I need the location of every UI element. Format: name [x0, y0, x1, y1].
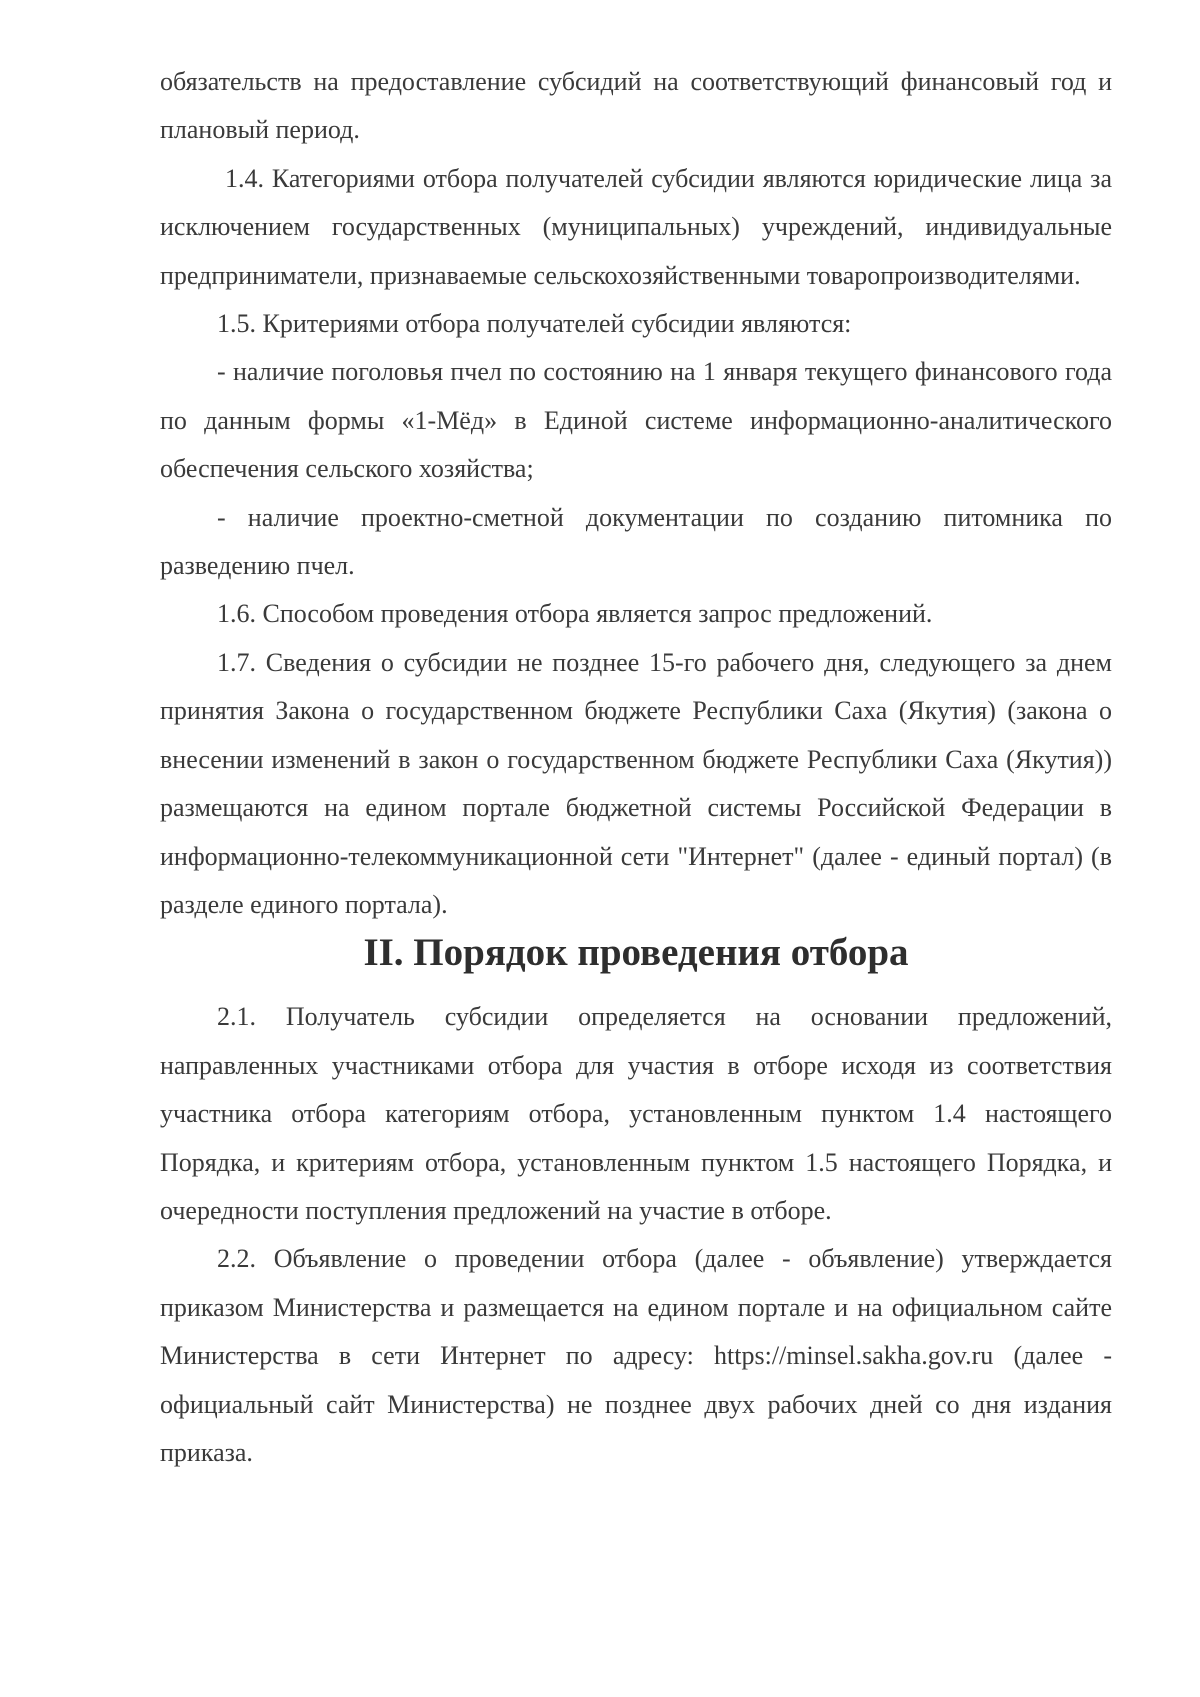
paragraph-2-2: 2.2. Объявление о проведении отбора (далее - объявление) утверждается приказом Министерства и размещается на едином портале и на официальном сайте Министерства в сети Интернет по адресу: https://minsel.sakha.gov.ru (далее - официальный сайт Министерства) не позднее двух рабочих дней со дня издания приказа. — [160, 1244, 1112, 1467]
section-2-heading: II. Порядок проведения отбора — [363, 931, 909, 975]
paragraph-1-6: 1.6. Способом проведения отбора является запрос предложений. — [217, 599, 933, 629]
paragraph-1-5: 1.5. Критериями отбора получателей субсидии являются: — [217, 309, 852, 339]
criterion-documentation: - наличие проектно-сметной документации по созданию питомника по разведению пчел. — [160, 502, 1112, 581]
document-page — [160, 58, 1112, 1477]
paragraph-1-4: 1.4. Категориями отбора получателей субсидии являются юридические лица за исключением государственных (муниципальных) учреждений, индивидуальные предприниматели, признаваемые сельскохозяйственными товаропроизводителями. — [160, 163, 1112, 290]
criterion-bees: - наличие поголовья пчел по состоянию на 1 января текущего финансового года по данным формы «1-Мёд» в Единой системе информационно-аналитического обеспечения сельского хозяйства; — [160, 357, 1112, 484]
paragraph-1-7: 1.7. Сведения о субсидии не позднее 15-го рабочего дня, следующего за днем принятия Закона о государственном бюджете Республики Саха (Якутия) (закона о внесении изменений в закон о государственном бюджете Республики Саха (Якутия)) размещаются на едином портале бюджетной системы Российской Федерации в информационно-телекоммуникационной сети "Интернет" (далее - единый портал) (в разделе единого портала). — [160, 647, 1112, 919]
paragraph-continuation: обязательств на предоставление субсидий на соответствующий финансовый год и плановый период. — [160, 67, 1112, 145]
paragraph-2-1: 2.1. Получатель субсидии определяется на основании предложений, направленных участниками отбора для участия в отборе исходя из соответствия участника отбора категориям отбора, установленным пунктом 1.4 настоящего Порядка, и критериям отбора, установленным пунктом 1.5 настоящего Порядка, и очередности поступления предложений на участие в отборе. — [160, 1002, 1112, 1225]
